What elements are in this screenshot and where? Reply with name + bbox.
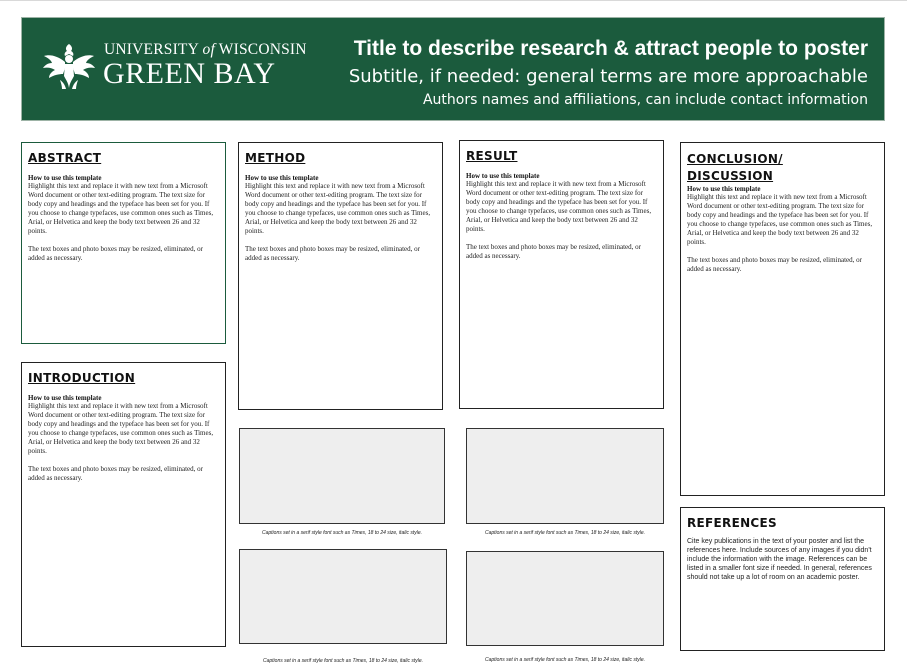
result-heading: RESULT <box>466 149 518 163</box>
method-note[interactable]: The text boxes and photo boxes may be resized, eliminated, or added as necessary. <box>245 245 420 262</box>
result-note[interactable]: The text boxes and photo boxes may be resized, eliminated, or added as necessary. <box>466 243 641 260</box>
method-howto: How to use this template <box>245 174 319 182</box>
campus-name: GREEN BAY <box>103 57 276 90</box>
poster-header <box>21 17 885 121</box>
poster-authors[interactable]: Authors names and affiliations, can include contact information <box>422 92 868 108</box>
university-logo <box>42 40 307 96</box>
abstract-body[interactable]: Highlight this text and replace it with new text from a Microsoft Word document or other text-editing program. The text size for body copy and headings and the typeface has been set for you. If you choose to change typefaces, use common ones such as Times, Arial, or Helvetica and keep the body text between 26 and 32 points. <box>28 182 214 235</box>
method-body[interactable]: Highlight this text and replace it with new text from a Microsoft Word document or other text-editing program. The text size for body copy and headings and the typeface has been set for you. If you choose to change typefaces, use common ones such as Times, Arial, or Helvetica and keep the body text between 26 and 32 points. <box>245 182 431 235</box>
references-body[interactable]: Cite key publications in the text of your poster and list the references here. Include sources of any images if you didn't include the information with the image. References can be listed in a smaller font size if needed. In general, references should not take up a lot of room on an academic poster. <box>687 538 872 581</box>
poster-subtitle[interactable]: Subtitle, if needed: general terms are more approachable <box>348 66 868 87</box>
university-name: UNIVERSITY of WISCONSIN <box>104 41 307 58</box>
method-box[interactable] <box>238 142 443 410</box>
introduction-box[interactable] <box>21 362 226 647</box>
photo-caption-1[interactable]: Captions set in a serif style font such as Times, 18 to 24 size, italic style. <box>261 530 423 536</box>
photo-box-4[interactable] <box>466 551 664 646</box>
references-heading: REFERENCES <box>687 516 777 530</box>
introduction-heading: INTRODUCTION <box>28 371 136 385</box>
conclusion-heading: CONCLUSION/ DISCUSSION <box>687 152 783 183</box>
conclusion-box[interactable] <box>680 142 885 496</box>
references-box[interactable] <box>680 507 885 651</box>
introduction-note[interactable]: The text boxes and photo boxes may be resized, eliminated, or added as necessary. <box>28 465 203 482</box>
photo-box-1[interactable] <box>239 428 445 524</box>
abstract-howto: How to use this template <box>28 174 102 182</box>
photo-box-2[interactable] <box>466 428 664 524</box>
introduction-body[interactable]: Highlight this text and replace it with new text from a Microsoft Word document or other text-editing program. The text size for body copy and headings and the typeface has been set for you. If you choose to change typefaces, use common ones such as Times, Arial, or Helvetica and keep the body text between 26 and 32 points. <box>28 402 214 455</box>
conclusion-body[interactable]: Highlight this text and replace it with new text from a Microsoft Word document or other text-editing program. The text size for body copy and headings and the typeface has been set for you. If you choose to change typefaces, use common ones such as Times, Arial, or Helvetica and keep the body text between 26 and 32 points. <box>687 193 873 246</box>
photo-caption-4[interactable]: Captions set in a serif style font such as Times, 18 to 24 size, italic style. <box>484 657 646 663</box>
result-body[interactable]: Highlight this text and replace it with new text from a Microsoft Word document or other text-editing program. The text size for body copy and headings and the typeface has been set for you. If you choose to change typefaces, use common ones such as Times, Arial, or Helvetica and keep the body text between 26 and 32 points. <box>466 180 652 233</box>
phoenix-icon <box>42 42 96 90</box>
poster-title[interactable]: Title to describe research & attract people to poster <box>353 37 868 60</box>
abstract-heading: ABSTRACT <box>28 151 102 165</box>
photo-caption-3[interactable]: Captions set in a serif style font such as Times, 18 to 24 size, italic style. <box>262 658 424 664</box>
conclusion-note[interactable]: The text boxes and photo boxes may be resized, eliminated, or added as necessary. <box>687 256 862 273</box>
introduction-howto: How to use this template <box>28 394 102 402</box>
result-howto: How to use this template <box>466 172 540 180</box>
abstract-box[interactable] <box>21 142 226 344</box>
conclusion-howto: How to use this template <box>687 185 761 193</box>
method-heading: METHOD <box>245 151 306 165</box>
result-box[interactable] <box>459 140 664 409</box>
abstract-note[interactable]: The text boxes and photo boxes may be resized, eliminated, or added as necessary. <box>28 245 203 262</box>
top-divider <box>0 0 907 1</box>
photo-box-3[interactable] <box>239 549 447 644</box>
photo-caption-2[interactable]: Captions set in a serif style font such as Times, 18 to 24 size, italic style. <box>484 530 646 536</box>
